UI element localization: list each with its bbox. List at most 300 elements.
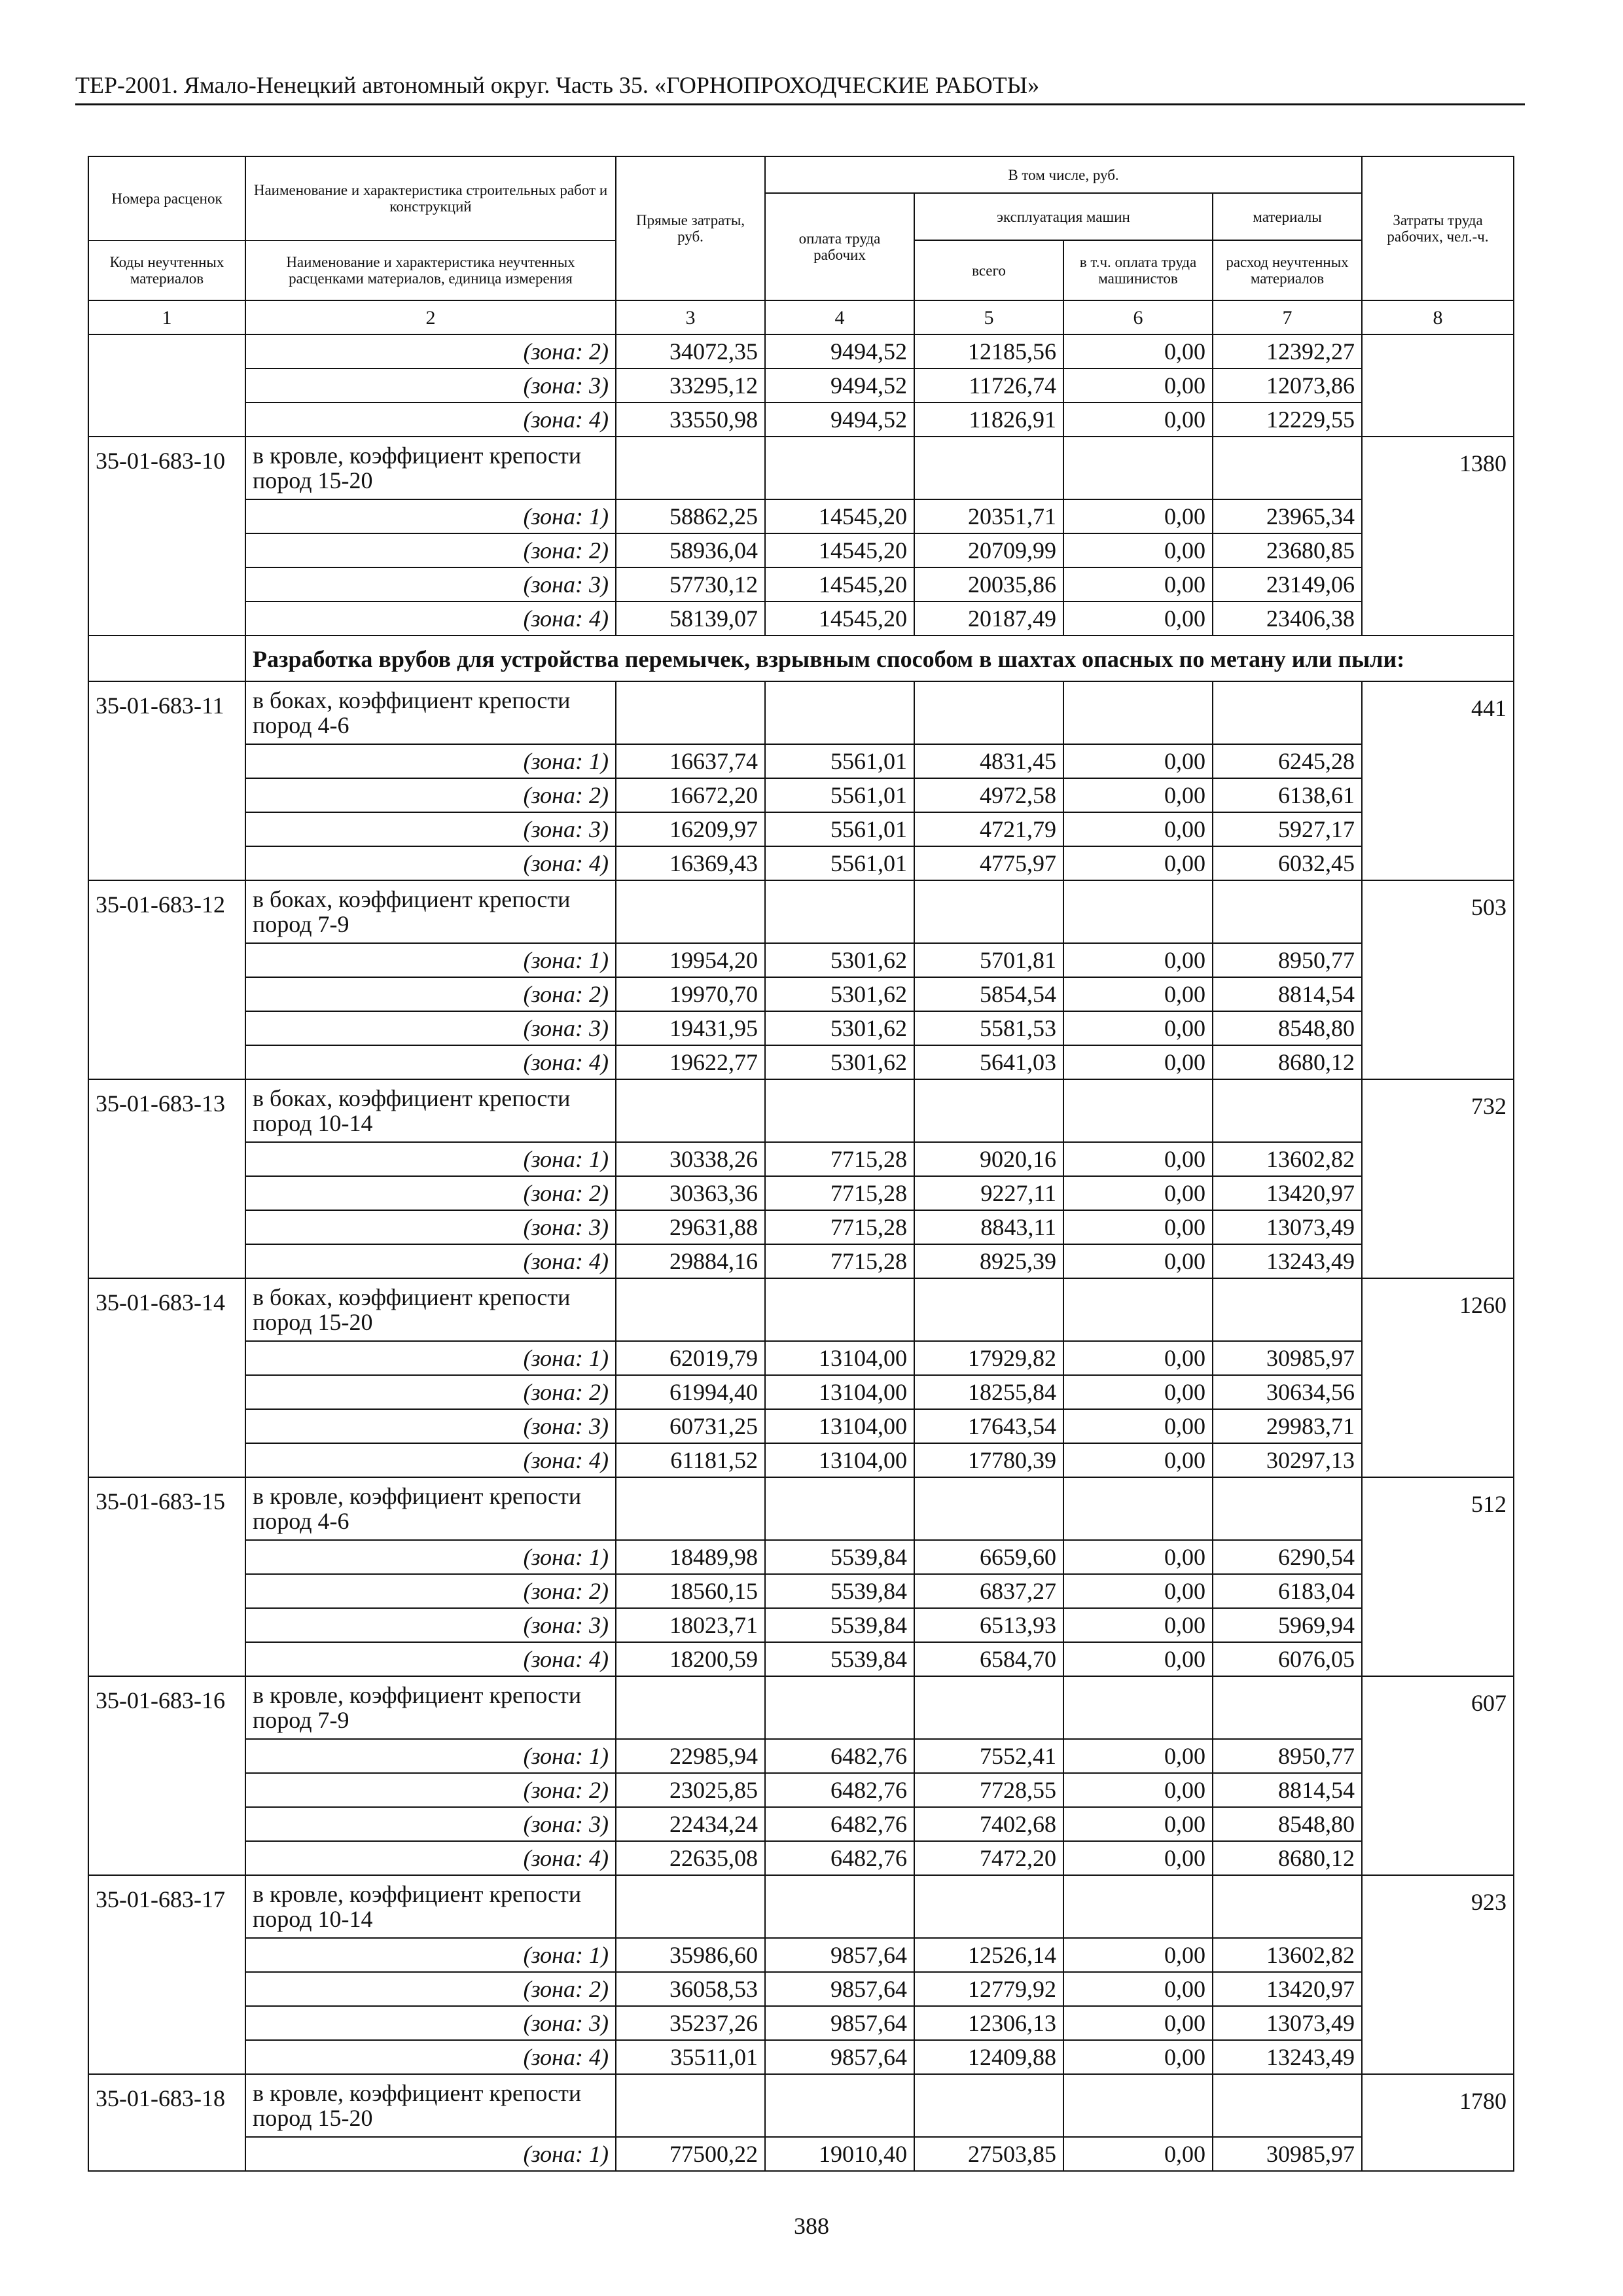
- code-cell: [88, 1045, 245, 1079]
- labor-cost-cell: [1362, 403, 1514, 437]
- labor-cost-cell: [1362, 977, 1514, 1011]
- machines-total-cell: 6584,70: [914, 1642, 1063, 1676]
- direct-cost-cell: 33550,98: [616, 403, 765, 437]
- machinist-pay-cell: 0,00: [1063, 533, 1213, 567]
- machinist-pay-cell: 0,00: [1063, 1210, 1213, 1244]
- labor-pay-cell: 6482,76: [765, 1773, 914, 1807]
- empty-cell: [765, 1079, 914, 1142]
- labor-cost-cell: [1362, 1540, 1514, 1574]
- code-cell: [88, 1375, 245, 1409]
- labor-cost-cell: [1362, 1972, 1514, 2006]
- code-cell: [88, 943, 245, 977]
- code-cell: [88, 1011, 245, 1045]
- zone-label: (зона: 2): [245, 1574, 616, 1608]
- direct-cost-cell: 62019,79: [616, 1341, 765, 1375]
- zone-label: (зона: 4): [245, 1642, 616, 1676]
- code-cell: [88, 1841, 245, 1875]
- labor-cost-value: 923: [1362, 1875, 1514, 1938]
- labor-pay-cell: 6482,76: [765, 1807, 914, 1841]
- rate-code: 35-01-683-17: [88, 1875, 245, 1938]
- table-row: [88, 368, 1514, 403]
- empty-cell: [1213, 1676, 1362, 1739]
- labor-cost-cell: [1362, 1841, 1514, 1875]
- code-cell: [88, 1142, 245, 1176]
- machinist-pay-cell: 0,00: [1063, 977, 1213, 1011]
- code-cell: [88, 1244, 245, 1278]
- machines-total-cell: 12306,13: [914, 2006, 1063, 2040]
- labor-cost-cell: [1362, 1375, 1514, 1409]
- table-row: [88, 977, 1514, 1011]
- code-cell: [88, 2006, 245, 2040]
- direct-cost-cell: 18489,98: [616, 1540, 765, 1574]
- machinist-pay-cell: 0,00: [1063, 403, 1213, 437]
- labor-pay-cell: 19010,40: [765, 2137, 914, 2171]
- page-header: [75, 71, 1525, 105]
- table-row: [88, 943, 1514, 977]
- empty-cell: [616, 437, 765, 499]
- direct-cost-cell: 60731,25: [616, 1409, 765, 1443]
- code-cell: [88, 533, 245, 567]
- section-title: Разработка врубов для устройства перемычек, взрывным способом в шахтах опасных по метану или пыли:: [245, 636, 1514, 681]
- materials-cell: 8950,77: [1213, 943, 1362, 977]
- labor-cost-value: 1260: [1362, 1278, 1514, 1341]
- materials-header: материалы: [1213, 193, 1362, 240]
- machines-total-cell: 6513,93: [914, 1608, 1063, 1642]
- empty-cell: [914, 2074, 1063, 2137]
- code-cell: [88, 1409, 245, 1443]
- table-row: [88, 334, 1514, 368]
- table-row: [88, 601, 1514, 636]
- empty-cell: [914, 880, 1063, 943]
- materials-cell: 8680,12: [1213, 1841, 1362, 1875]
- zone-label: (зона: 1): [245, 1540, 616, 1574]
- col8-header: Затраты труда рабочих, чел.-ч.: [1362, 156, 1514, 300]
- zone-label: (зона: 3): [245, 1011, 616, 1045]
- labor-cost-cell: [1362, 1807, 1514, 1841]
- materials-cell: 5927,17: [1213, 812, 1362, 846]
- zone-label: (зона: 2): [245, 1375, 616, 1409]
- machines-total-cell: 4831,45: [914, 744, 1063, 778]
- labor-cost-cell: [1362, 1739, 1514, 1773]
- labor-pay-cell: 5539,84: [765, 1642, 914, 1676]
- table-row: [88, 1574, 1514, 1608]
- labor-cost-value: 732: [1362, 1079, 1514, 1142]
- labor-pay-cell: 9857,64: [765, 1938, 914, 1972]
- machinist-pay-cell: 0,00: [1063, 1608, 1213, 1642]
- rate-item-row: [88, 1875, 1514, 1938]
- rate-code: 35-01-683-13: [88, 1079, 245, 1142]
- labor-cost-cell: [1362, 1210, 1514, 1244]
- code-cell: [88, 1176, 245, 1210]
- machinist-pay-cell: 0,00: [1063, 1841, 1213, 1875]
- work-name: в боках, коэффициент крепости пород 10-14: [245, 1079, 616, 1142]
- materials-cell: 12229,55: [1213, 403, 1362, 437]
- col2-bottom-header: Наименование и характеристика неучтенных расценками материалов, единица измерения: [245, 240, 616, 300]
- zone-label: (зона: 3): [245, 1807, 616, 1841]
- rate-item-row: [88, 681, 1514, 744]
- labor-cost-value: 503: [1362, 880, 1514, 943]
- col1-top-header: Номера расценок: [88, 156, 245, 240]
- labor-pay-cell: 5301,62: [765, 977, 914, 1011]
- table-row: [88, 846, 1514, 880]
- code-cell: [88, 1210, 245, 1244]
- empty-cell: [616, 2074, 765, 2137]
- direct-cost-cell: 22985,94: [616, 1739, 765, 1773]
- machines-total-cell: 17780,39: [914, 1443, 1063, 1477]
- work-name: в кровле, коэффициент крепости пород 15-20: [245, 2074, 616, 2137]
- labor-pay-cell: 5301,62: [765, 1045, 914, 1079]
- table-row: [88, 1045, 1514, 1079]
- direct-cost-cell: 58862,25: [616, 499, 765, 533]
- direct-cost-cell: 19954,20: [616, 943, 765, 977]
- labor-pay-cell: 9494,52: [765, 403, 914, 437]
- materials-cell: 8814,54: [1213, 1773, 1362, 1807]
- materials-cell: 12073,86: [1213, 368, 1362, 403]
- machinist-pay-cell: 0,00: [1063, 778, 1213, 812]
- labor-pay-cell: 9857,64: [765, 2006, 914, 2040]
- machines-total-cell: 6837,27: [914, 1574, 1063, 1608]
- machines-total-cell: 5581,53: [914, 1011, 1063, 1045]
- direct-cost-cell: 19431,95: [616, 1011, 765, 1045]
- labor-pay-cell: 5561,01: [765, 744, 914, 778]
- labor-cost-cell: [1362, 1773, 1514, 1807]
- table-row: [88, 1142, 1514, 1176]
- zone-label: (зона: 3): [245, 1409, 616, 1443]
- machines-total-cell: 20035,86: [914, 567, 1063, 601]
- empty-cell: [616, 681, 765, 744]
- direct-cost-cell: 77500,22: [616, 2137, 765, 2171]
- labor-pay-cell: 5539,84: [765, 1574, 914, 1608]
- labor-pay-cell: 13104,00: [765, 1375, 914, 1409]
- zone-label: (зона: 1): [245, 1739, 616, 1773]
- labor-cost-cell: [1362, 1176, 1514, 1210]
- table-row: [88, 1244, 1514, 1278]
- zone-label: (зона: 3): [245, 812, 616, 846]
- machines-total-cell: 5641,03: [914, 1045, 1063, 1079]
- machines-total-cell: 27503,85: [914, 2137, 1063, 2171]
- materials-cell: 6138,61: [1213, 778, 1362, 812]
- code-cell: [88, 1642, 245, 1676]
- machinist-pay-cell: 0,00: [1063, 1409, 1213, 1443]
- materials-cell: 13420,97: [1213, 1176, 1362, 1210]
- zone-label: (зона: 2): [245, 533, 616, 567]
- materials-cell: 13243,49: [1213, 2040, 1362, 2074]
- labor-cost-cell: [1362, 1244, 1514, 1278]
- empty-cell: [1213, 1477, 1362, 1540]
- zone-label: (зона: 2): [245, 334, 616, 368]
- labor-cost-cell: [1362, 1642, 1514, 1676]
- machines-total-cell: 11826,91: [914, 403, 1063, 437]
- machinist-pay-cell: 0,00: [1063, 499, 1213, 533]
- empty-cell: [765, 437, 914, 499]
- empty-cell: [1063, 880, 1213, 943]
- machinist-pay-cell: 0,00: [1063, 368, 1213, 403]
- direct-cost-cell: 22635,08: [616, 1841, 765, 1875]
- labor-cost-cell: [1362, 1011, 1514, 1045]
- empty-cell: [765, 2074, 914, 2137]
- rate-code: 35-01-683-11: [88, 681, 245, 744]
- machinist-pay-cell: 0,00: [1063, 1938, 1213, 1972]
- labor-pay-cell: 13104,00: [765, 1443, 914, 1477]
- materials-cell: 8548,80: [1213, 1807, 1362, 1841]
- machinist-pay-cell: 0,00: [1063, 1773, 1213, 1807]
- col3-header: Прямые затраты, руб.: [616, 156, 765, 300]
- code-cell: [88, 1972, 245, 2006]
- labor-cost-value: 512: [1362, 1477, 1514, 1540]
- labor-cost-cell: [1362, 334, 1514, 368]
- materials-cell: 6032,45: [1213, 846, 1362, 880]
- machinist-pay-cell: 0,00: [1063, 1574, 1213, 1608]
- labor-cost-cell: [1362, 2006, 1514, 2040]
- direct-cost-cell: 57730,12: [616, 567, 765, 601]
- direct-cost-cell: 29631,88: [616, 1210, 765, 1244]
- table-row: [88, 1807, 1514, 1841]
- table-row: [88, 1409, 1514, 1443]
- rate-item-row: [88, 880, 1514, 943]
- machinist-pay-cell: 0,00: [1063, 1244, 1213, 1278]
- machinist-pay-cell: 0,00: [1063, 1642, 1213, 1676]
- table-body: [88, 334, 1514, 2171]
- zone-label: (зона: 3): [245, 1608, 616, 1642]
- machines-total-cell: 4775,97: [914, 846, 1063, 880]
- materials-cell: 8814,54: [1213, 977, 1362, 1011]
- rate-item-row: [88, 2074, 1514, 2137]
- machinist-pay-cell: 0,00: [1063, 1807, 1213, 1841]
- machinist-pay-cell: 0,00: [1063, 1375, 1213, 1409]
- table-row: [88, 1773, 1514, 1807]
- page-header-title: ТЕР-2001. Ямало-Ненецкий автономный округ. Часть 35. «ГОРНОПРОХОДЧЕСКИЕ РАБОТЫ»: [75, 72, 1040, 98]
- labor-cost-cell: [1362, 533, 1514, 567]
- direct-cost-cell: 23025,85: [616, 1773, 765, 1807]
- table-head: [88, 156, 1514, 334]
- col4-header: оплата труда рабочих: [765, 193, 914, 300]
- rate-item-row: [88, 437, 1514, 499]
- direct-cost-cell: 16369,43: [616, 846, 765, 880]
- machines-total-cell: 20187,49: [914, 601, 1063, 636]
- empty-cell: [616, 1875, 765, 1938]
- code-cell: [88, 1938, 245, 1972]
- zone-label: (зона: 3): [245, 567, 616, 601]
- machinist-pay-cell: 0,00: [1063, 1142, 1213, 1176]
- table-row: [88, 1210, 1514, 1244]
- work-name: в боках, коэффициент крепости пород 15-20: [245, 1278, 616, 1341]
- machinist-pay-cell: 0,00: [1063, 567, 1213, 601]
- labor-pay-cell: 5301,62: [765, 943, 914, 977]
- labor-cost-cell: [1362, 2040, 1514, 2074]
- materials-cell: 12392,27: [1213, 334, 1362, 368]
- labor-cost-value: 441: [1362, 681, 1514, 744]
- col6-header: в т.ч. оплата труда машинистов: [1063, 240, 1213, 300]
- empty-cell: [914, 1278, 1063, 1341]
- labor-pay-cell: 7715,28: [765, 1142, 914, 1176]
- zone-label: (зона: 4): [245, 1841, 616, 1875]
- materials-cell: 6183,04: [1213, 1574, 1362, 1608]
- empty-cell: [914, 1875, 1063, 1938]
- table-row: [88, 812, 1514, 846]
- empty-cell: [914, 1477, 1063, 1540]
- zone-label: (зона: 1): [245, 1938, 616, 1972]
- code-cell: [88, 1739, 245, 1773]
- table-row: [88, 1011, 1514, 1045]
- labor-pay-cell: 13104,00: [765, 1341, 914, 1375]
- machinist-pay-cell: 0,00: [1063, 1972, 1213, 2006]
- empty-cell: [914, 437, 1063, 499]
- zone-label: (зона: 1): [245, 1341, 616, 1375]
- col-number: 2: [245, 300, 616, 334]
- materials-cell: 30985,97: [1213, 1341, 1362, 1375]
- code-cell: [88, 2137, 245, 2171]
- direct-cost-cell: 19970,70: [616, 977, 765, 1011]
- table-row: [88, 1608, 1514, 1642]
- rate-code: 35-01-683-14: [88, 1278, 245, 1341]
- empty-cell: [1063, 437, 1213, 499]
- machines-header: эксплуатация машин: [914, 193, 1213, 240]
- zone-label: (зона: 4): [245, 1045, 616, 1079]
- labor-pay-cell: 7715,28: [765, 1210, 914, 1244]
- rate-item-row: [88, 1477, 1514, 1540]
- machines-total-cell: 4972,58: [914, 778, 1063, 812]
- code-cell: [88, 499, 245, 533]
- table-row: [88, 403, 1514, 437]
- empty-cell: [1063, 1875, 1213, 1938]
- direct-cost-cell: 61994,40: [616, 1375, 765, 1409]
- labor-cost-cell: [1362, 1045, 1514, 1079]
- empty-cell: [616, 880, 765, 943]
- code-cell: [88, 2040, 245, 2074]
- materials-cell: 5969,94: [1213, 1608, 1362, 1642]
- empty-cell: [765, 1278, 914, 1341]
- materials-cell: 30985,97: [1213, 2137, 1362, 2171]
- machines-total-cell: 12526,14: [914, 1938, 1063, 1972]
- rate-code: 35-01-683-18: [88, 2074, 245, 2137]
- machinist-pay-cell: 0,00: [1063, 1045, 1213, 1079]
- direct-cost-cell: 35986,60: [616, 1938, 765, 1972]
- rate-item-row: [88, 1079, 1514, 1142]
- labor-pay-cell: 5561,01: [765, 812, 914, 846]
- direct-cost-cell: 29884,16: [616, 1244, 765, 1278]
- table-row: [88, 1938, 1514, 1972]
- materials-cell: 6290,54: [1213, 1540, 1362, 1574]
- labor-cost-cell: [1362, 1142, 1514, 1176]
- materials-cell: 6245,28: [1213, 744, 1362, 778]
- empty-cell: [765, 1676, 914, 1739]
- labor-pay-cell: 5561,01: [765, 846, 914, 880]
- direct-cost-cell: 30338,26: [616, 1142, 765, 1176]
- direct-cost-cell: 61181,52: [616, 1443, 765, 1477]
- col-number: 6: [1063, 300, 1213, 334]
- rate-item-row: [88, 1676, 1514, 1739]
- empty-cell: [765, 681, 914, 744]
- empty-cell: [1063, 1079, 1213, 1142]
- direct-cost-cell: 36058,53: [616, 1972, 765, 2006]
- machines-total-cell: 18255,84: [914, 1375, 1063, 1409]
- empty-cell: [765, 1875, 914, 1938]
- labor-cost-cell: [1362, 567, 1514, 601]
- direct-cost-cell: 33295,12: [616, 368, 765, 403]
- machinist-pay-cell: 0,00: [1063, 2137, 1213, 2171]
- labor-pay-cell: 7715,28: [765, 1244, 914, 1278]
- code-cell: [88, 1574, 245, 1608]
- table-row: [88, 499, 1514, 533]
- zone-label: (зона: 4): [245, 846, 616, 880]
- materials-cell: 13602,82: [1213, 1142, 1362, 1176]
- machines-total-cell: 12409,88: [914, 2040, 1063, 2074]
- empty-cell: [1063, 2074, 1213, 2137]
- labor-pay-cell: 14545,20: [765, 533, 914, 567]
- labor-pay-cell: 5539,84: [765, 1540, 914, 1574]
- machinist-pay-cell: 0,00: [1063, 334, 1213, 368]
- table-row: [88, 2137, 1514, 2171]
- machines-total-cell: 8925,39: [914, 1244, 1063, 1278]
- code-cell: [88, 368, 245, 403]
- direct-cost-cell: 30363,36: [616, 1176, 765, 1210]
- labor-cost-cell: [1362, 1341, 1514, 1375]
- empty-cell: [914, 1676, 1063, 1739]
- direct-cost-cell: 22434,24: [616, 1807, 765, 1841]
- table-row: [88, 1739, 1514, 1773]
- materials-cell: 6076,05: [1213, 1642, 1362, 1676]
- table-row: [88, 2040, 1514, 2074]
- incl-header: В том числе, руб.: [765, 156, 1362, 193]
- zone-label: (зона: 4): [245, 2040, 616, 2074]
- machinist-pay-cell: 0,00: [1063, 1011, 1213, 1045]
- materials-cell: 13420,97: [1213, 1972, 1362, 2006]
- table-row: [88, 1375, 1514, 1409]
- zone-label: (зона: 1): [245, 744, 616, 778]
- code-cell: [88, 601, 245, 636]
- machinist-pay-cell: 0,00: [1063, 2006, 1213, 2040]
- zone-label: (зона: 4): [245, 601, 616, 636]
- zone-label: (зона: 3): [245, 2006, 616, 2040]
- materials-cell: 23406,38: [1213, 601, 1362, 636]
- table-row: [88, 1972, 1514, 2006]
- empty-cell: [1063, 681, 1213, 744]
- table-row: [88, 1642, 1514, 1676]
- labor-cost-cell: [1362, 943, 1514, 977]
- machines-total-cell: 20351,71: [914, 499, 1063, 533]
- col1-bottom-header: Коды неучтенных материалов: [88, 240, 245, 300]
- page-number: 388: [794, 2213, 829, 2239]
- machines-total-cell: 5701,81: [914, 943, 1063, 977]
- zone-label: (зона: 2): [245, 1972, 616, 2006]
- labor-cost-cell: [1362, 778, 1514, 812]
- empty-cell: [765, 880, 914, 943]
- code-cell: [88, 846, 245, 880]
- zone-label: (зона: 4): [245, 1244, 616, 1278]
- col-number: 8: [1362, 300, 1514, 334]
- labor-pay-cell: 14545,20: [765, 499, 914, 533]
- table-row: [88, 778, 1514, 812]
- labor-pay-cell: 6482,76: [765, 1739, 914, 1773]
- zone-label: (зона: 1): [245, 2137, 616, 2171]
- materials-cell: 8548,80: [1213, 1011, 1362, 1045]
- machinist-pay-cell: 0,00: [1063, 1341, 1213, 1375]
- zone-label: (зона: 2): [245, 1773, 616, 1807]
- code-cell: [88, 403, 245, 437]
- labor-cost-cell: [1362, 1443, 1514, 1477]
- direct-cost-cell: 18023,71: [616, 1608, 765, 1642]
- machines-total-cell: 17643,54: [914, 1409, 1063, 1443]
- work-name: в боках, коэффициент крепости пород 7-9: [245, 880, 616, 943]
- table-row: [88, 1341, 1514, 1375]
- rate-code: 35-01-683-10: [88, 437, 245, 499]
- materials-cell: 13073,49: [1213, 2006, 1362, 2040]
- code-cell: [88, 1540, 245, 1574]
- labor-pay-cell: 5561,01: [765, 778, 914, 812]
- rate-item-row: [88, 1278, 1514, 1341]
- zone-label: (зона: 1): [245, 1142, 616, 1176]
- labor-cost-cell: [1362, 499, 1514, 533]
